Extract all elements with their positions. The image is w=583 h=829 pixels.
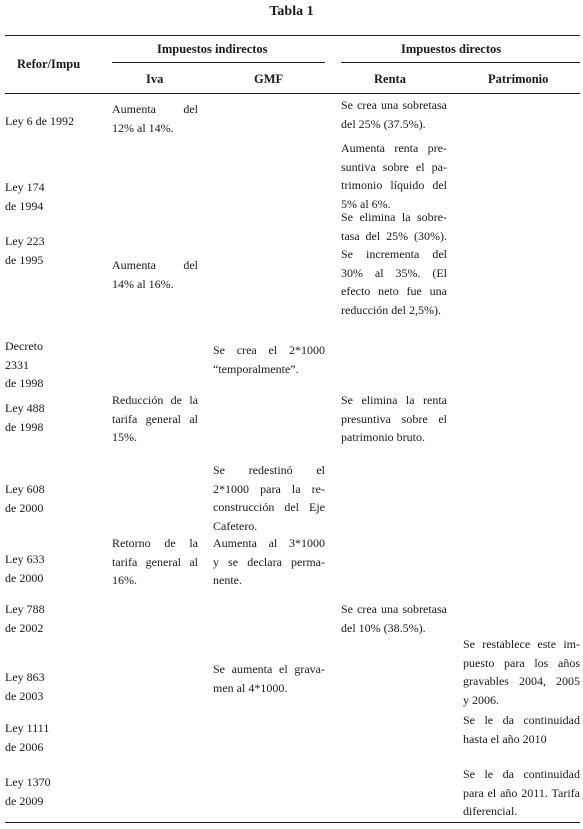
cell-line: tarifa general al bbox=[112, 411, 198, 426]
cell-line: Se aumenta el grava- bbox=[213, 662, 325, 676]
cell-line: Se crea el 2*1000 bbox=[213, 343, 325, 357]
cell-line: Se crea una sobretasa bbox=[341, 98, 447, 112]
cell-patrimonio bbox=[463, 711, 580, 748]
top-rule bbox=[5, 35, 580, 36]
cell-iva bbox=[112, 256, 198, 293]
cell-line: Ley 1370 bbox=[5, 775, 51, 789]
cell-line: Aumenta del bbox=[112, 102, 198, 116]
cell-ley bbox=[5, 178, 85, 215]
cell-line: Se elimina la sobre- bbox=[341, 210, 447, 224]
cell-line: Decreto bbox=[5, 339, 43, 353]
header-renta: Renta bbox=[374, 72, 406, 86]
cell-line: diferencial. bbox=[463, 804, 518, 818]
cell-line: del 25% (37.5%). bbox=[341, 116, 426, 131]
cell-line: Cafetero. bbox=[213, 518, 258, 533]
cell-line: de 2003 bbox=[5, 688, 44, 703]
cell-line: Aumenta al 3*1000 bbox=[213, 536, 325, 550]
cell-line: del 10% (38.5%). bbox=[341, 620, 426, 635]
cell-line: Se redestinó el bbox=[213, 463, 325, 477]
cell-line: Ley 174 bbox=[5, 180, 45, 194]
header-patrimonio: Patrimonio bbox=[488, 72, 549, 86]
cell-line: para el año 2011. Tarifa bbox=[463, 785, 580, 800]
cell-line: Se incrementa del bbox=[341, 247, 447, 261]
cell-ley bbox=[5, 480, 85, 517]
cell-line: de 2000 bbox=[5, 500, 44, 515]
cell-iva bbox=[112, 391, 198, 447]
cell-gmf bbox=[213, 341, 325, 378]
cell-gmf bbox=[213, 660, 325, 697]
cell-line: hasta el año 2010 bbox=[463, 731, 547, 746]
cell-line: Retorno de la bbox=[112, 536, 198, 550]
cell-line: Se elimina la renta bbox=[341, 393, 447, 407]
cell-ley bbox=[5, 112, 85, 131]
cell-line: tarifa general al bbox=[112, 554, 198, 569]
cell-line: 5% al 6%. bbox=[341, 196, 391, 211]
cell-line: de 1998 bbox=[5, 376, 44, 390]
cell-renta bbox=[341, 139, 447, 213]
cell-ley bbox=[5, 773, 85, 810]
header-gmf: GMF bbox=[254, 72, 284, 86]
cell-line: nente. bbox=[213, 573, 242, 587]
cell-line: Ley 608 bbox=[5, 482, 45, 496]
cell-line: suntiva sobre el pa- bbox=[341, 159, 447, 174]
cell-iva bbox=[112, 100, 198, 137]
cell-ley bbox=[5, 600, 85, 637]
header-bottom-rule bbox=[5, 93, 580, 94]
cell-line: de 1995 bbox=[5, 252, 44, 267]
cell-line: Aumenta del bbox=[112, 258, 198, 272]
cell-ley bbox=[5, 719, 85, 756]
header-directos: Impuestos directos bbox=[401, 42, 502, 56]
cell-ley bbox=[5, 550, 85, 587]
cell-ley bbox=[5, 232, 85, 269]
header-indirectos: Impuestos indirectos bbox=[157, 42, 268, 56]
cell-line: construcción del Eje bbox=[213, 500, 325, 514]
header-iva: Iva bbox=[146, 72, 164, 86]
cell-line: Se le da continuidad bbox=[463, 767, 580, 781]
indirectos-underline bbox=[112, 62, 325, 63]
cell-line: reducción del 2,5%). bbox=[341, 302, 441, 317]
cell-line: “temporalmente”. bbox=[213, 361, 299, 376]
cell-ley bbox=[5, 399, 85, 436]
cell-line: men al 4*1000. bbox=[213, 680, 288, 695]
cell-line: Reducción de la bbox=[112, 393, 198, 407]
bottom-rule bbox=[5, 822, 580, 823]
cell-line: Se crea una sobretasa bbox=[341, 602, 447, 616]
cell-line: 15%. bbox=[112, 430, 137, 444]
cell-iva bbox=[112, 534, 198, 590]
cell-renta bbox=[341, 208, 447, 319]
cell-line: patrimonio bruto. bbox=[341, 430, 425, 444]
cell-line: 14% al 16%. bbox=[112, 276, 174, 291]
cell-line: 12% al 14%. bbox=[112, 120, 174, 135]
cell-line: 30% al 35%. (El bbox=[341, 265, 447, 280]
cell-line: de 2009 bbox=[5, 793, 44, 808]
cell-line: Ley 788 bbox=[5, 602, 45, 616]
cell-line: Ley 6 de 1992 bbox=[5, 114, 74, 128]
cell-line: efecto neto fue una bbox=[341, 284, 447, 298]
directos-underline bbox=[341, 62, 580, 63]
cell-renta bbox=[341, 600, 447, 637]
cell-line: Ley 488 bbox=[5, 401, 45, 415]
cell-ley bbox=[5, 668, 85, 705]
cell-line: Ley 863 bbox=[5, 670, 45, 684]
cell-line: trimonio líquido del bbox=[341, 178, 447, 192]
cell-line: presuntiva sobre el bbox=[341, 411, 447, 426]
cell-line: 2331 bbox=[5, 357, 29, 372]
cell-line: de 2002 bbox=[5, 620, 44, 635]
cell-line: de 1998 bbox=[5, 419, 44, 434]
cell-renta bbox=[341, 96, 447, 133]
cell-gmf bbox=[213, 461, 325, 535]
table-title: Tabla 1 bbox=[269, 4, 314, 19]
header-refor: Refor/Impu bbox=[17, 57, 81, 71]
cell-line: 16%. bbox=[112, 573, 137, 587]
cell-line: Ley 223 bbox=[5, 234, 45, 248]
cell-line: de 2000 bbox=[5, 570, 44, 585]
cell-line: 2*1000 para la re- bbox=[213, 481, 325, 496]
cell-line: Ley 1111 bbox=[5, 721, 50, 735]
cell-gmf bbox=[213, 534, 325, 590]
cell-line: gravables 2004, 2005 bbox=[463, 674, 580, 688]
cell-line: puesto para los años bbox=[463, 655, 580, 670]
cell-line: Se le da continuidad bbox=[463, 713, 580, 727]
cell-line: de 1994 bbox=[5, 198, 44, 213]
cell-line: y se declara perma- bbox=[213, 554, 325, 569]
cell-line: Aumenta renta pre- bbox=[341, 141, 447, 155]
cell-renta bbox=[341, 391, 447, 447]
cell-line: y 2006. bbox=[463, 692, 499, 707]
cell-line: Se restablece este im- bbox=[463, 637, 580, 651]
cell-patrimonio bbox=[463, 765, 580, 821]
cell-patrimonio bbox=[463, 635, 580, 709]
cell-ley bbox=[5, 337, 85, 393]
cell-line: tasa del 25% (30%). bbox=[341, 228, 447, 243]
cell-line: Ley 633 bbox=[5, 552, 45, 566]
cell-line: de 2006 bbox=[5, 739, 44, 754]
